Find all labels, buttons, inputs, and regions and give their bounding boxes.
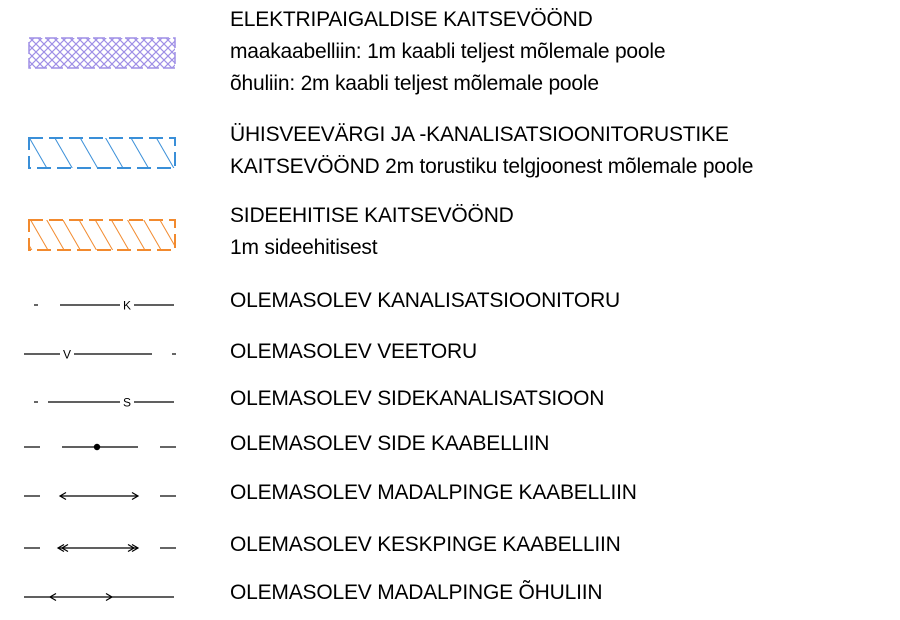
svg-text:K: K bbox=[122, 298, 132, 313]
label-line: OLEMASOLEV MADALPINGE KAABELLIIN bbox=[230, 481, 637, 504]
sewer-pipe-line-icon bbox=[34, 299, 174, 313]
label-line: OLEMASOLEV SIDEKANALISATSIOON bbox=[230, 387, 605, 410]
label-line: KAITSEVÖÖND 2m torustiku telgjoonest mõlemale poole bbox=[230, 155, 754, 178]
legend-label-telecom-zone bbox=[230, 200, 514, 264]
label-line: SIDEEHITISE KAITSEVÖÖND bbox=[230, 204, 514, 227]
telecom-cable-line-icon bbox=[24, 444, 176, 450]
label-line: OLEMASOLEV KESKPINGE KAABELLIIN bbox=[230, 533, 621, 556]
water-pipe-line-icon bbox=[24, 348, 176, 362]
legend-label-water-pipe bbox=[230, 336, 477, 368]
legend-label-telecom-cable bbox=[230, 428, 549, 460]
blue-hatch-zone-icon bbox=[29, 138, 175, 168]
low-voltage-overhead-line-icon bbox=[24, 594, 174, 601]
label-line: maakaabelliin: 1m kaabli teljest mõlemale poole bbox=[230, 40, 666, 63]
label-line: OLEMASOLEV MADALPINGE ÕHULIIN bbox=[230, 581, 603, 604]
svg-text:S: S bbox=[122, 395, 132, 410]
legend-label-medium-voltage-cable bbox=[230, 529, 621, 561]
label-line: ÜHISVEEVÄRGI JA -KANALISATSIOONITORUSTIKE bbox=[230, 123, 729, 146]
legend-label-water-sewer-zone bbox=[230, 119, 753, 183]
label-line: õhuliin: 2m kaabli teljest mõlemale poole bbox=[230, 72, 599, 95]
medium-voltage-cable-line-icon bbox=[24, 545, 176, 552]
label-line: OLEMASOLEV KANALISATSIOONITORU bbox=[230, 289, 620, 312]
legend-label-telecom-duct bbox=[230, 383, 604, 415]
crosshatch-zone-icon bbox=[29, 38, 175, 68]
label-line: OLEMASOLEV VEETORU bbox=[230, 340, 477, 363]
label-line: ELEKTRIPAIGALDISE KAITSEVÖÖND bbox=[230, 8, 593, 31]
legend-label-low-voltage-overhead bbox=[230, 577, 602, 609]
telecom-duct-line-icon bbox=[34, 396, 174, 410]
legend-label-electric-zone bbox=[230, 4, 665, 100]
label-line: 1m sideehitisest bbox=[230, 236, 378, 259]
svg-text:V: V bbox=[62, 347, 72, 362]
low-voltage-cable-line-icon bbox=[24, 493, 176, 500]
label-line: OLEMASOLEV SIDE KAABELLIIN bbox=[230, 432, 550, 455]
legend-label-sewer-pipe bbox=[230, 285, 620, 317]
legend-label-low-voltage-cable bbox=[230, 477, 637, 509]
orange-hatch-zone-icon bbox=[29, 220, 175, 250]
